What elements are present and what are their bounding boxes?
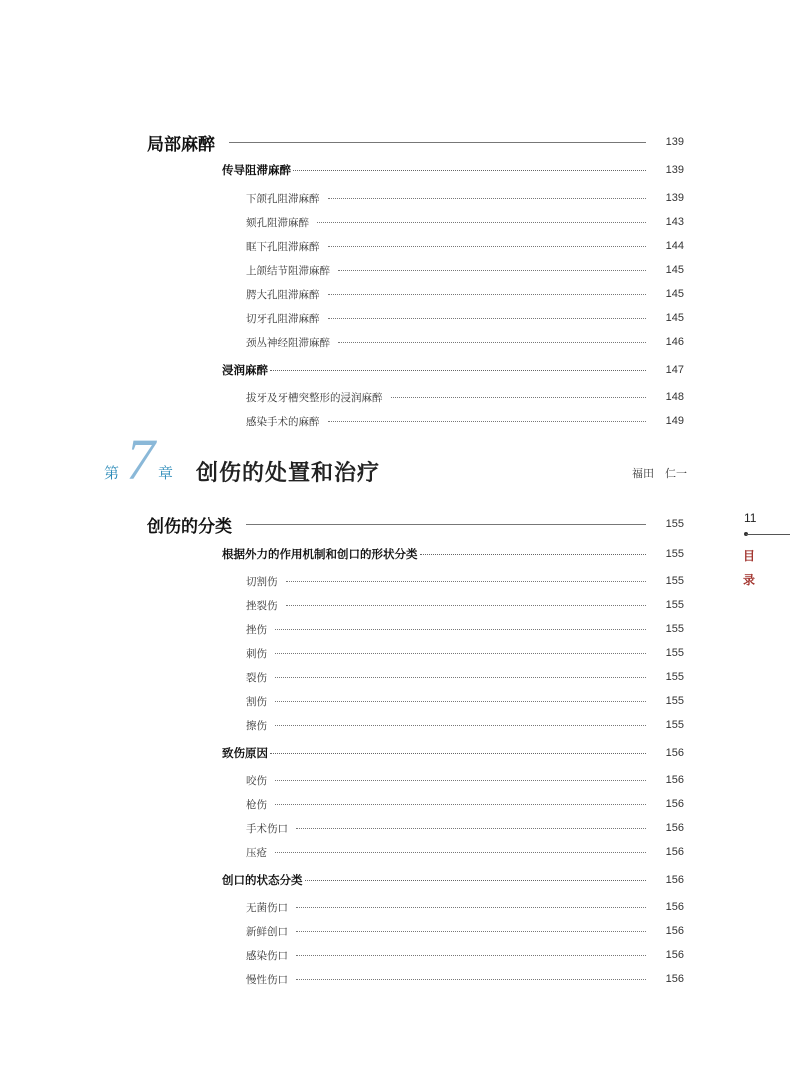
toc-group-title: 根据外力的作用机制和创口的形状分类 [222,547,418,561]
toc-leader-dots [328,421,647,422]
toc-page-number: 146 [665,336,684,348]
toc-leader-line [229,142,646,143]
chapter-prefix: 第 [104,464,120,482]
toc-page-number: 155 [665,671,684,683]
toc-item-title: 下颌孔阻滞麻醉 [246,192,320,205]
toc-page-number: 155 [665,548,684,560]
toc-item [246,386,684,408]
chapter-suffix: 章 [158,464,174,482]
toc-item-title: 割伤 [246,695,267,708]
chapter-number: 7 [126,427,155,492]
toc-leader-dots [293,170,646,171]
toc-group-heading [222,359,684,381]
toc-group-heading [222,742,684,764]
toc-item [246,690,684,712]
toc-page-number: 145 [665,312,684,324]
toc-section-title: 创伤的分类 [147,516,232,537]
toc-page-number: 155 [665,695,684,707]
toc-item-title: 切割伤 [246,575,278,588]
toc-item-title: 感染手术的麻醉 [246,415,320,428]
toc-page-number: 156 [665,925,684,937]
toc-item-title: 腭大孔阻滞麻醉 [246,288,320,301]
toc-page-number: 139 [665,164,684,176]
toc-leader-dots [420,554,647,555]
toc-item-title: 无菌伤口 [246,901,288,914]
toc-group-title: 传导阻滞麻醉 [222,163,291,177]
toc-item [246,618,684,640]
toc-section-heading [147,510,684,538]
toc-leader-dots [286,581,647,582]
toc-leader-dots [305,880,647,881]
toc-leader-dots [286,605,647,606]
toc-item [246,259,684,281]
toc-page-number: 155 [665,647,684,659]
toc-item [246,211,684,233]
toc-page-number: 156 [665,798,684,810]
toc-item [246,968,684,990]
toc-page-number: 148 [665,391,684,403]
toc-leader-dots [296,931,646,932]
toc-item [246,307,684,329]
toc-item-title: 颈丛神经阻滞麻醉 [246,336,330,349]
toc-item-title: 刺伤 [246,647,267,660]
toc-item [246,896,684,918]
toc-item [246,331,684,353]
toc-group-title: 创口的状态分类 [222,873,303,887]
toc-leader-dots [328,294,647,295]
toc-item-title: 颏孔阻滞麻醉 [246,216,309,229]
toc-item [246,769,684,791]
toc-item [246,570,684,592]
toc-item-title: 压疮 [246,846,267,859]
toc-item [246,666,684,688]
toc-page-number: 156 [665,747,684,759]
toc-page-number: 156 [665,901,684,913]
toc-group-heading [222,159,684,181]
toc-leader-dots [270,753,646,754]
toc-item [246,283,684,305]
toc-group-title: 浸润麻醉 [222,363,268,377]
toc-item-title: 挫伤 [246,623,267,636]
toc-leader-dots [328,318,647,319]
toc-leader-dots [328,246,647,247]
toc-page-number: 145 [665,264,684,276]
toc-leader-line [246,524,646,525]
toc-page-number: 156 [665,846,684,858]
margin-rule [746,534,790,535]
toc-leader-dots [270,370,646,371]
toc-item-title: 枪伤 [246,798,267,811]
toc-page-number: 156 [665,949,684,961]
toc-page-number: 155 [665,518,684,530]
toc-item [246,642,684,664]
chapter-author: 福田 仁一 [632,467,687,480]
toc-leader-dots [296,979,646,980]
toc-leader-dots [296,907,646,908]
toc-page-number: 145 [665,288,684,300]
toc-item [246,594,684,616]
toc-item-title: 新鲜创口 [246,925,288,938]
toc-leader-dots [275,629,646,630]
toc-item-title: 手术伤口 [246,822,288,835]
toc-leader-dots [275,725,646,726]
toc-item [246,793,684,815]
toc-item [246,920,684,942]
toc-group-title: 致伤原因 [222,746,268,760]
toc-page-number: 144 [665,240,684,252]
toc-leader-dots [296,828,646,829]
toc-page-number: 156 [665,973,684,985]
toc-page-number: 156 [665,822,684,834]
toc-leader-dots [296,955,646,956]
toc-item-title: 感染伤口 [246,949,288,962]
toc-item-title: 擦伤 [246,719,267,732]
toc-leader-dots [391,397,647,398]
chapter-title: 创伤的处置和治疗 [196,460,381,486]
toc-item-title: 慢性伤口 [246,973,288,986]
toc-item [246,817,684,839]
toc-item-title: 上颌结节阻滞麻醉 [246,264,330,277]
toc-page-number: 147 [665,364,684,376]
toc-page-number: 155 [665,599,684,611]
toc-page-number: 139 [665,136,684,148]
toc-item-title: 切牙孔阻滞麻醉 [246,312,320,325]
toc-page-number: 155 [665,623,684,635]
toc-item [246,410,684,432]
toc-leader-dots [338,342,646,343]
toc-item [246,235,684,257]
toc-item-title: 拔牙及牙槽突整形的浸润麻醉 [246,391,383,404]
toc-leader-dots [328,198,647,199]
toc-leader-dots [275,653,646,654]
toc-item [246,841,684,863]
toc-item-title: 挫裂伤 [246,599,278,612]
toc-page-number: 155 [665,575,684,587]
toc-page-number: 149 [665,415,684,427]
running-head-label: 目录 [743,549,756,587]
toc-section-title: 局部麻醉 [147,134,215,155]
page-number: 11 [744,511,757,525]
toc-leader-dots [275,804,646,805]
toc-group-heading [222,869,684,891]
chapter-heading [104,427,694,496]
toc-leader-dots [338,270,646,271]
toc-page-number: 155 [665,719,684,731]
toc-leader-dots [275,780,646,781]
toc-leader-dots [317,222,646,223]
toc-leader-dots [275,852,646,853]
toc-leader-dots [275,701,646,702]
toc-page-number: 156 [665,774,684,786]
toc-item [246,187,684,209]
toc-item-title: 裂伤 [246,671,267,684]
toc-item [246,714,684,736]
toc-item-title: 咬伤 [246,774,267,787]
toc-group-heading [222,543,684,565]
toc-leader-dots [275,677,646,678]
toc-page-number: 139 [665,192,684,204]
toc-page-number: 156 [665,874,684,886]
toc-section-heading [147,128,684,156]
toc-item [246,944,684,966]
toc-item-title: 眶下孔阻滞麻醉 [246,240,320,253]
toc-page-number: 143 [665,216,684,228]
